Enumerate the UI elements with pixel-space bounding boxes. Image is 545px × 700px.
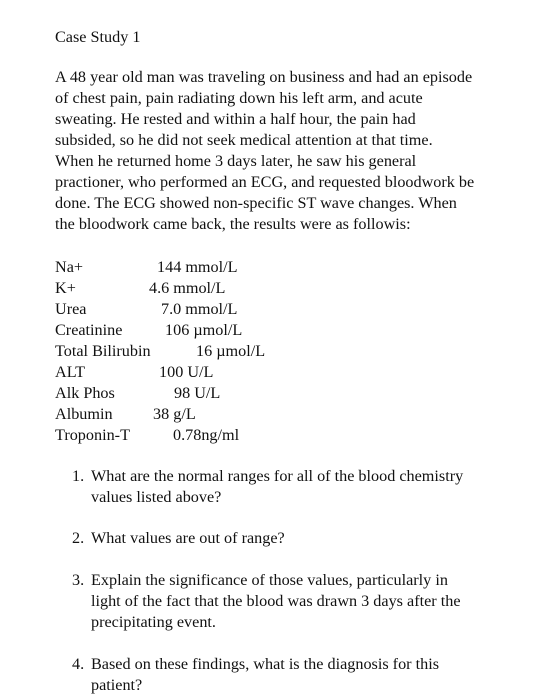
question-text: Based on these findings, what is the diagnosis for this (91, 655, 439, 673)
lab-name: Total Bilirubin (55, 342, 151, 360)
case-study-title: Case Study 1 (55, 28, 141, 46)
description-line: subsided, so he did not seek medical attention at that time. (55, 131, 433, 149)
description-line: practioner, who performed an ECG, and requested bloodwork be (55, 173, 475, 191)
description-line: sweating. He rested and within a half hour, the pain had (55, 110, 416, 128)
question-text: What values are out of range? (91, 529, 285, 547)
lab-value: 7.0 mmol/L (161, 300, 238, 318)
lab-name: Urea (55, 300, 87, 318)
lab-name: Alk Phos (55, 384, 115, 402)
lab-value: 98 U/L (174, 384, 221, 402)
description-line: done. The ECG showed non-specific ST wave changes. When (55, 194, 457, 212)
description-line: of chest pain, pain radiating down his left arm, and acute (55, 89, 423, 107)
question-text: light of the fact that the blood was drawn 3 days after the (91, 592, 461, 610)
lab-value: 144 mmol/L (157, 258, 238, 276)
question-text: patient? (91, 676, 143, 694)
lab-value: 0.78ng/ml (173, 426, 240, 444)
lab-value: 38 g/L (153, 405, 196, 423)
question-text: values listed above? (91, 488, 222, 506)
question-number: 1. (72, 467, 85, 485)
question-text: Explain the significance of those values, particularly in (91, 571, 448, 589)
lab-value: 16 µmol/L (196, 342, 266, 360)
lab-value: 4.6 mmol/L (149, 279, 226, 297)
question-text: What are the normal ranges for all of the blood chemistry (91, 467, 464, 485)
lab-value: 106 µmol/L (165, 321, 243, 339)
question-number: 3. (72, 571, 85, 589)
description-line: A 48 year old man was traveling on business and had an episode (55, 68, 473, 86)
question-number: 2. (72, 529, 85, 547)
description-line: the bloodwork came back, the results were as followis: (55, 215, 411, 233)
description-line: When he returned home 3 days later, he saw his general (55, 152, 417, 170)
lab-name: Albumin (55, 405, 113, 423)
lab-name: Creatinine (55, 321, 123, 339)
lab-name: Na+ (55, 258, 84, 276)
question-number: 4. (72, 655, 85, 673)
lab-name: ALT (55, 363, 85, 381)
lab-value: 100 U/L (159, 363, 214, 381)
question-text: precipitating event. (91, 613, 216, 631)
lab-name: K+ (55, 279, 76, 297)
lab-name: Troponin-T (55, 426, 130, 444)
